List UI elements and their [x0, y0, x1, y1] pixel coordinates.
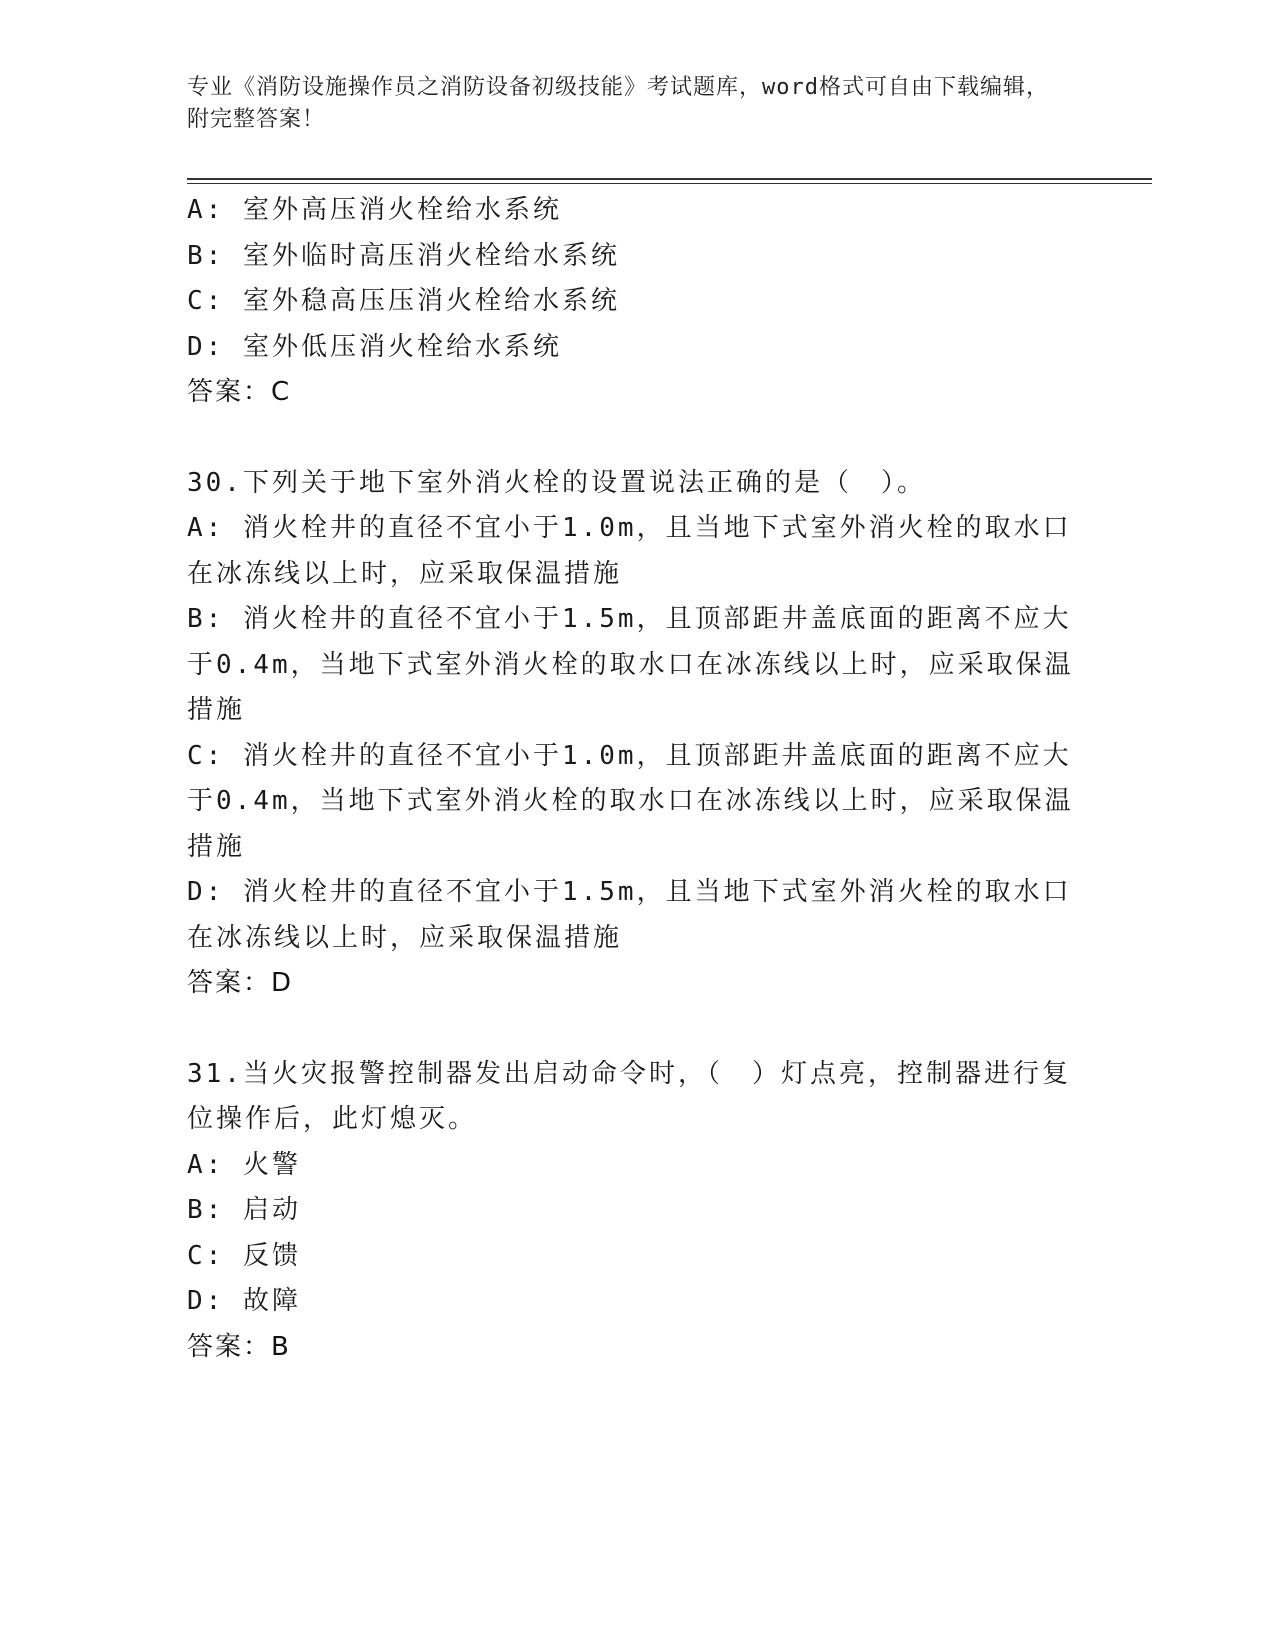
question-30-block — [187, 461, 1087, 1007]
header-divider-thin — [187, 183, 1152, 184]
answer-line: 答案：D — [187, 968, 294, 998]
option-c: C: 室外稳高压压消火栓给水系统 — [187, 286, 620, 316]
option-a: A: 消火栓井的直径不宜小于1.0m，且当地下式室外消火栓的取水口在冰冻线以上时，应采取保温措施 — [187, 513, 1072, 589]
option-a: A: 室外高压消火栓给水系统 — [187, 195, 562, 225]
question-content — [187, 188, 1087, 1370]
option-d: D: 室外低压消火栓给水系统 — [187, 331, 562, 362]
spacer — [187, 1007, 1087, 1052]
header-divider-thick — [187, 178, 1152, 180]
option-b: B: 室外临时高压消火栓给水系统 — [187, 240, 620, 271]
document-header: 专业《消防设施操作员之消防设备初级技能》考试题库，word格式可自由下载编辑，附完整答案！ — [187, 75, 1049, 132]
option-a: A: 火警 — [187, 1149, 301, 1180]
question-29-block — [187, 188, 1087, 416]
spacer — [187, 416, 1087, 461]
question-text: 30.下列关于地下室外消火栓的设置说法正确的是（ ）。 — [187, 467, 926, 498]
question-text: 31.当火灾报警控制器发出启动命令时，（ ）灯点亮，控制器进行复位操作后，此灯熄灭。 — [187, 1058, 1071, 1134]
option-d: D: 故障 — [187, 1286, 301, 1316]
option-c: C: 反馈 — [187, 1240, 301, 1271]
option-d: D: 消火栓井的直径不宜小于1.5m，且当地下式室外消火栓的取水口在冰冻线以上时，应采取保温措施 — [187, 877, 1072, 953]
answer-line: 答案：C — [187, 377, 292, 407]
answer-line: 答案：B — [187, 1331, 291, 1362]
option-b: B: 启动 — [187, 1195, 301, 1225]
option-c: C: 消火栓井的直径不宜小于1.0m，且顶部距井盖底面的距离不应大于0.4m，当地下式室外消火栓的取水口在冰冻线以上时，应采取保温措施 — [187, 740, 1074, 862]
question-31-block — [187, 1052, 1087, 1371]
option-b: B: 消火栓井的直径不宜小于1.5m，且顶部距井盖底面的距离不应大于0.4m，当地下式室外消火栓的取水口在冰冻线以上时，应采取保温措施 — [187, 604, 1074, 725]
